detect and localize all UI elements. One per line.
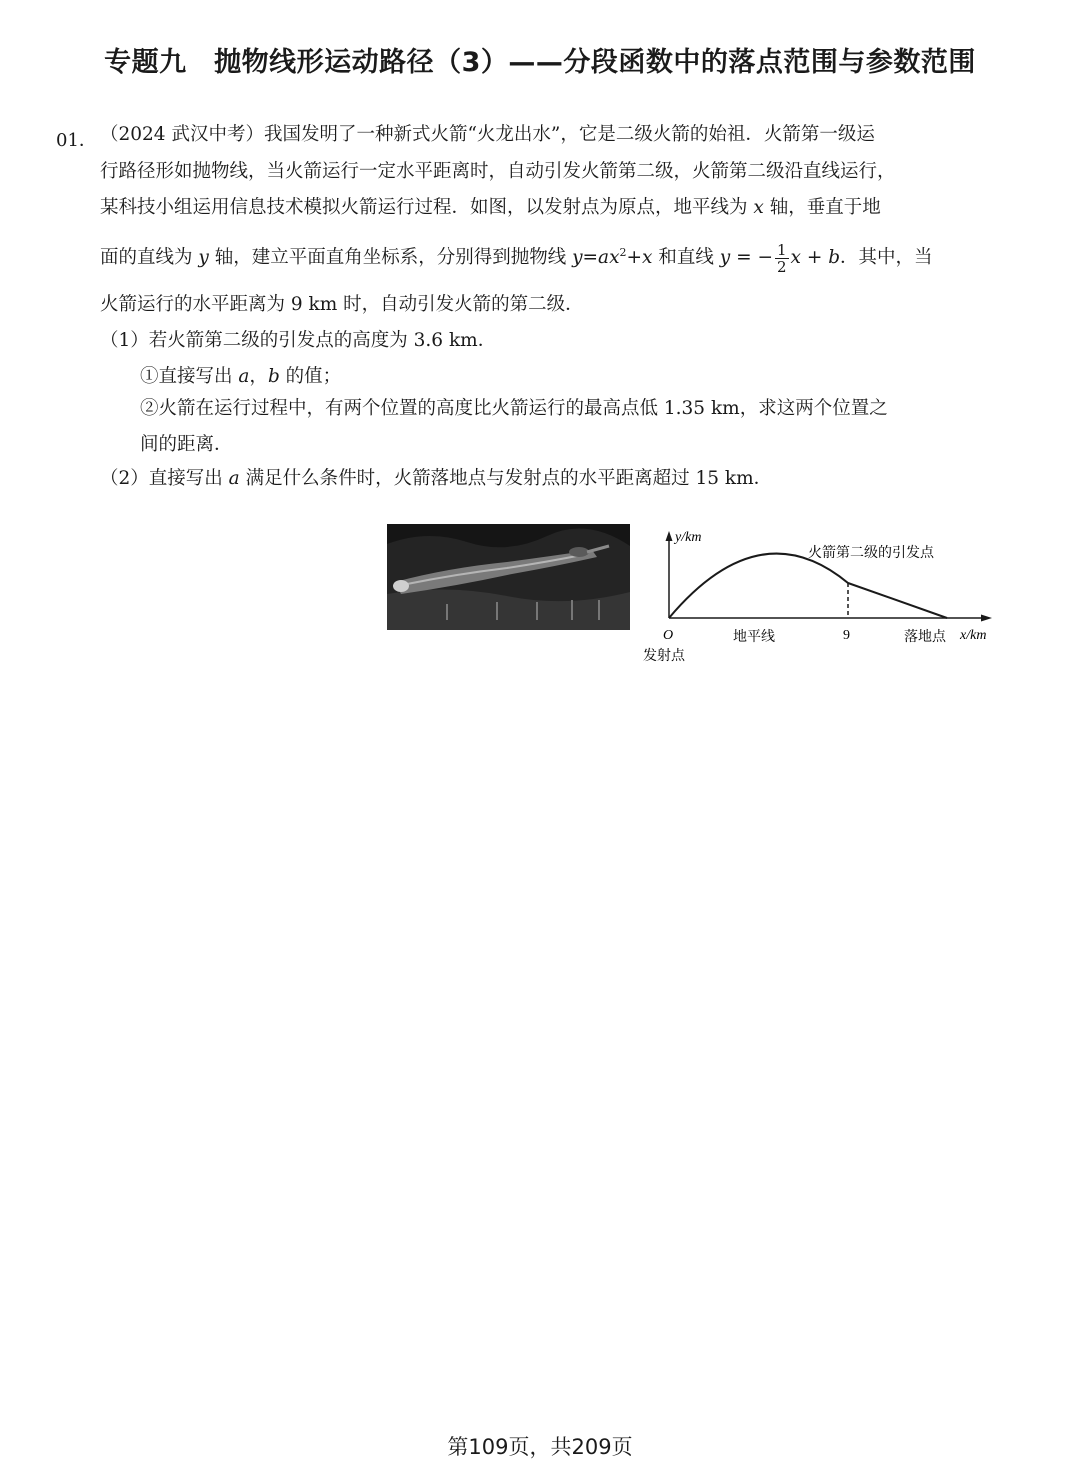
variable-b: b xyxy=(267,366,280,387)
variable-a: a xyxy=(228,468,240,489)
text-segment: 和直线 xyxy=(652,247,720,269)
launch-point-label: 发射点 xyxy=(643,648,685,664)
parabola-exponent: 2 xyxy=(619,246,627,259)
rocket-photo xyxy=(387,524,630,630)
rocket-photo-illustration xyxy=(387,524,630,630)
parabola-tail: +x xyxy=(626,247,653,269)
question-stem-text: 我国发明了一种新式火箭“火龙出水”，它是二级火箭的始祖．火箭第一级运 xyxy=(263,124,875,145)
text-segment: ．其中，当 xyxy=(840,247,933,269)
question-line-1 xyxy=(100,122,875,148)
text-segment: 的值； xyxy=(279,366,342,387)
variable-a: a xyxy=(238,366,250,387)
x-axis-arrow-icon xyxy=(981,615,992,622)
parabola-formula: y=ax xyxy=(572,247,620,269)
part-1-prompt: （1）若火箭第二级的引发点的高度为 3.6 km． xyxy=(100,330,497,351)
text-segment: 轴，垂直于地 xyxy=(763,197,881,218)
variable-x: x xyxy=(753,197,764,218)
text-segment: （2）直接写出 xyxy=(100,468,229,489)
fraction xyxy=(775,242,789,275)
text-segment: 满足什么条件时，火箭落地点与发射点的水平距离超过 15 km． xyxy=(239,468,773,489)
page-title: 专题九 抛物线形运动路径（3）——分段函数中的落点范围与参数范围 xyxy=(104,47,976,78)
trajectory-svg xyxy=(640,520,1020,670)
trajectory-figure xyxy=(640,520,1020,674)
part-1-item-2: ②火箭在运行过程中，有两个位置的高度比火箭运行的最高点低 1.35 km，求这两个位置之 xyxy=(140,398,888,419)
part-2-prompt xyxy=(100,466,772,492)
x-axis-label: x/km xyxy=(960,628,987,643)
part-1-item-1 xyxy=(140,364,341,390)
y-axis-arrow-icon xyxy=(666,531,673,541)
page-footer: 第109页，共209页 xyxy=(447,1435,633,1459)
part-1-item-2-cont: 间的距离． xyxy=(140,434,233,455)
variable-y: y xyxy=(198,247,209,269)
origin-label: O xyxy=(663,628,674,643)
line-formula-lhs: y = − xyxy=(719,247,773,269)
y-axis-label: y/km xyxy=(675,530,702,545)
parabola-curve xyxy=(669,554,848,618)
question-number: 01． xyxy=(56,130,97,151)
trigger-point-label: 火箭第二级的引发点 xyxy=(808,545,934,561)
fraction-numerator: 1 xyxy=(776,240,787,259)
text-segment: ， xyxy=(249,366,268,387)
horizon-label: 地平线 xyxy=(733,629,775,645)
landing-point-label: 落地点 xyxy=(904,629,946,645)
question-line-3 xyxy=(100,195,881,221)
tick-label-9: 9 xyxy=(843,628,850,643)
question-line-2: 行路径形如抛物线，当火箭运行一定水平距离时，自动引发火箭第二级，火箭第二级沿直线运行， xyxy=(100,161,896,182)
text-segment: 某科技小组运用信息技术模拟火箭运行过程．如图，以发射点为原点，地平线为 xyxy=(100,197,754,218)
question-source: （2024 武汉中考） xyxy=(100,124,264,145)
second-stage-line xyxy=(848,583,947,618)
text-segment: ①直接写出 xyxy=(140,366,239,387)
text-segment: 轴，建立平面直角坐标系，分别得到抛物线 xyxy=(208,247,573,269)
text-segment: 面的直线为 xyxy=(100,247,199,269)
question-line-4 xyxy=(100,240,933,275)
question-line-5: 火箭运行的水平距离为 9 km 时，自动引发火箭的第二级． xyxy=(100,294,584,315)
fraction-denominator: 2 xyxy=(776,257,787,276)
line-formula-rhs: x + b xyxy=(790,247,841,269)
